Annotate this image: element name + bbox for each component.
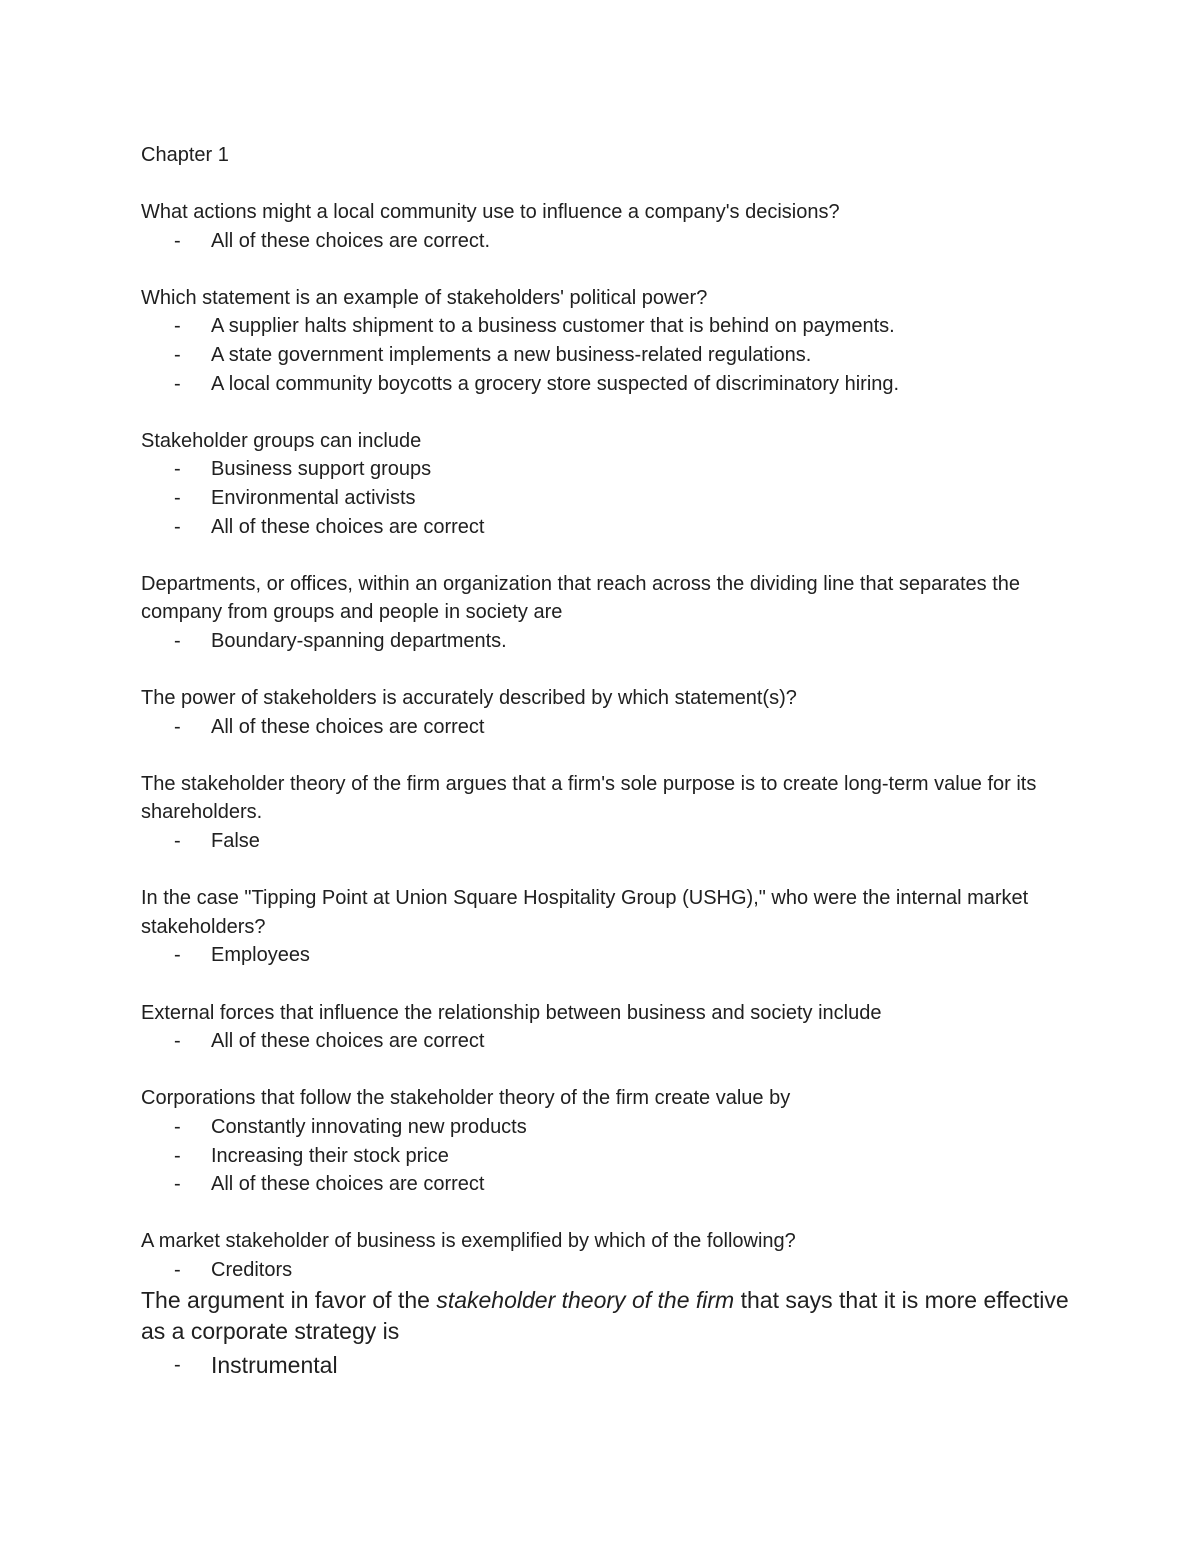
dash-bullet: - — [174, 1144, 181, 1167]
question-text: Which statement is an example of stakeholders' political power? — [141, 286, 708, 309]
dash-bullet: - — [174, 1030, 181, 1053]
answer-list — [141, 941, 1071, 970]
question-item — [141, 1285, 1071, 1381]
answer-item — [141, 513, 1071, 542]
question-item — [141, 884, 1071, 970]
dash-bullet: - — [174, 458, 181, 481]
answer-list — [141, 713, 1071, 742]
answer-list — [141, 1113, 1071, 1199]
answer-item — [141, 484, 1071, 513]
answer-item — [141, 312, 1071, 341]
answer-text: Constantly innovating new products — [211, 1116, 527, 1138]
question-text: Departments, or offices, within an organization that reach across the dividing line that separates the company from groups and people in society are — [141, 572, 1021, 624]
dash-bullet: - — [174, 1353, 181, 1376]
question-text: Stakeholder groups can include — [141, 429, 422, 452]
dash-bullet: - — [174, 944, 181, 967]
answer-item — [141, 1113, 1071, 1142]
answer-item — [141, 1170, 1071, 1199]
answer-text: A supplier halts shipment to a business customer that is behind on payments. — [211, 315, 895, 338]
answer-item — [141, 627, 1071, 656]
dash-bullet: - — [174, 343, 181, 366]
dash-bullet: - — [174, 372, 181, 395]
question-item — [141, 1227, 1071, 1284]
answer-text: All of these choices are correct. — [211, 229, 491, 252]
answer-text: Creditors — [211, 1258, 293, 1281]
question-item — [141, 770, 1071, 856]
answer-item — [141, 941, 1071, 970]
dash-bullet: - — [174, 629, 181, 652]
answer-item — [141, 455, 1071, 484]
answer-text: All of these choices are correct — [211, 515, 485, 538]
question-text: The stakeholder theory of the firm argues that a firm's sole purpose is to create long-term value for its shareholders. — [141, 772, 1037, 824]
question-text: The power of stakeholders is accurately described by which statement(s)? — [141, 687, 797, 710]
question-text-part: that says that it is more effective as a corporate strategy is — [141, 1286, 1069, 1344]
answer-text: All of these choices are correct — [211, 1173, 485, 1196]
answer-item — [141, 341, 1071, 370]
question-text-italic: stakeholder theory of the firm — [436, 1286, 735, 1313]
dash-bullet: - — [174, 515, 181, 538]
question-item — [141, 1084, 1071, 1198]
answer-item — [141, 713, 1071, 742]
question-item — [141, 570, 1071, 656]
answer-list — [141, 1350, 1071, 1381]
dash-bullet: - — [174, 486, 181, 509]
answer-text: False — [211, 830, 260, 853]
answer-list — [141, 1256, 1071, 1285]
answer-text: Boundary-spanning departments. — [211, 629, 507, 652]
question-item — [141, 999, 1071, 1056]
answer-list — [141, 1027, 1071, 1056]
answer-text: All of these choices are correct — [211, 715, 485, 738]
answer-item — [141, 1350, 1071, 1381]
question-text: Corporations that follow the stakeholder theory of the firm create value by — [141, 1087, 791, 1110]
answer-text: All of these choices are correct — [211, 1030, 485, 1053]
question-item — [141, 198, 1071, 255]
answer-text: A state government implements a new business-related regulations. — [211, 343, 812, 366]
question-text — [141, 1285, 1071, 1347]
dash-bullet: - — [174, 229, 181, 252]
answer-text: Instrumental — [211, 1351, 338, 1378]
question-text: In the case "Tipping Point at Union Square Hospitality Group (USHG)," who were the internal market stakeholders? — [141, 887, 1029, 938]
dash-bullet: - — [174, 1258, 181, 1281]
question-text-part: The argument in favor of the — [141, 1286, 430, 1313]
dash-bullet: - — [174, 1116, 181, 1138]
answer-list — [141, 627, 1071, 656]
answer-item — [141, 1027, 1071, 1056]
answer-item — [141, 827, 1071, 856]
question-item — [141, 684, 1071, 741]
answer-list — [141, 312, 1071, 398]
dash-bullet: - — [174, 315, 181, 338]
answer-list — [141, 455, 1071, 541]
dash-bullet: - — [174, 1173, 181, 1196]
answer-item — [141, 1256, 1071, 1285]
answer-text: Employees — [211, 944, 310, 967]
question-list — [141, 198, 1071, 1409]
question-text: What actions might a local community use to influence a company's decisions? — [141, 201, 840, 223]
answer-list — [141, 827, 1071, 856]
answer-list — [141, 227, 1071, 256]
answer-text: Business support groups — [211, 458, 432, 481]
question-item — [141, 427, 1071, 541]
question-item — [141, 284, 1071, 398]
answer-text: A local community boycotts a grocery store suspected of discriminatory hiring. — [211, 372, 900, 395]
answer-text: Environmental activists — [211, 486, 416, 509]
question-text: External forces that influence the relationship between business and society include — [141, 1001, 882, 1024]
answer-item — [141, 1142, 1071, 1171]
question-text: A market stakeholder of business is exemplified by which of the following? — [141, 1230, 796, 1253]
dash-bullet: - — [174, 830, 181, 853]
answer-text: Increasing their stock price — [211, 1144, 449, 1167]
answer-item — [141, 370, 1071, 399]
dash-bullet: - — [174, 715, 181, 738]
answer-item — [141, 227, 1071, 256]
chapter-title: Chapter 1 — [141, 144, 229, 166]
